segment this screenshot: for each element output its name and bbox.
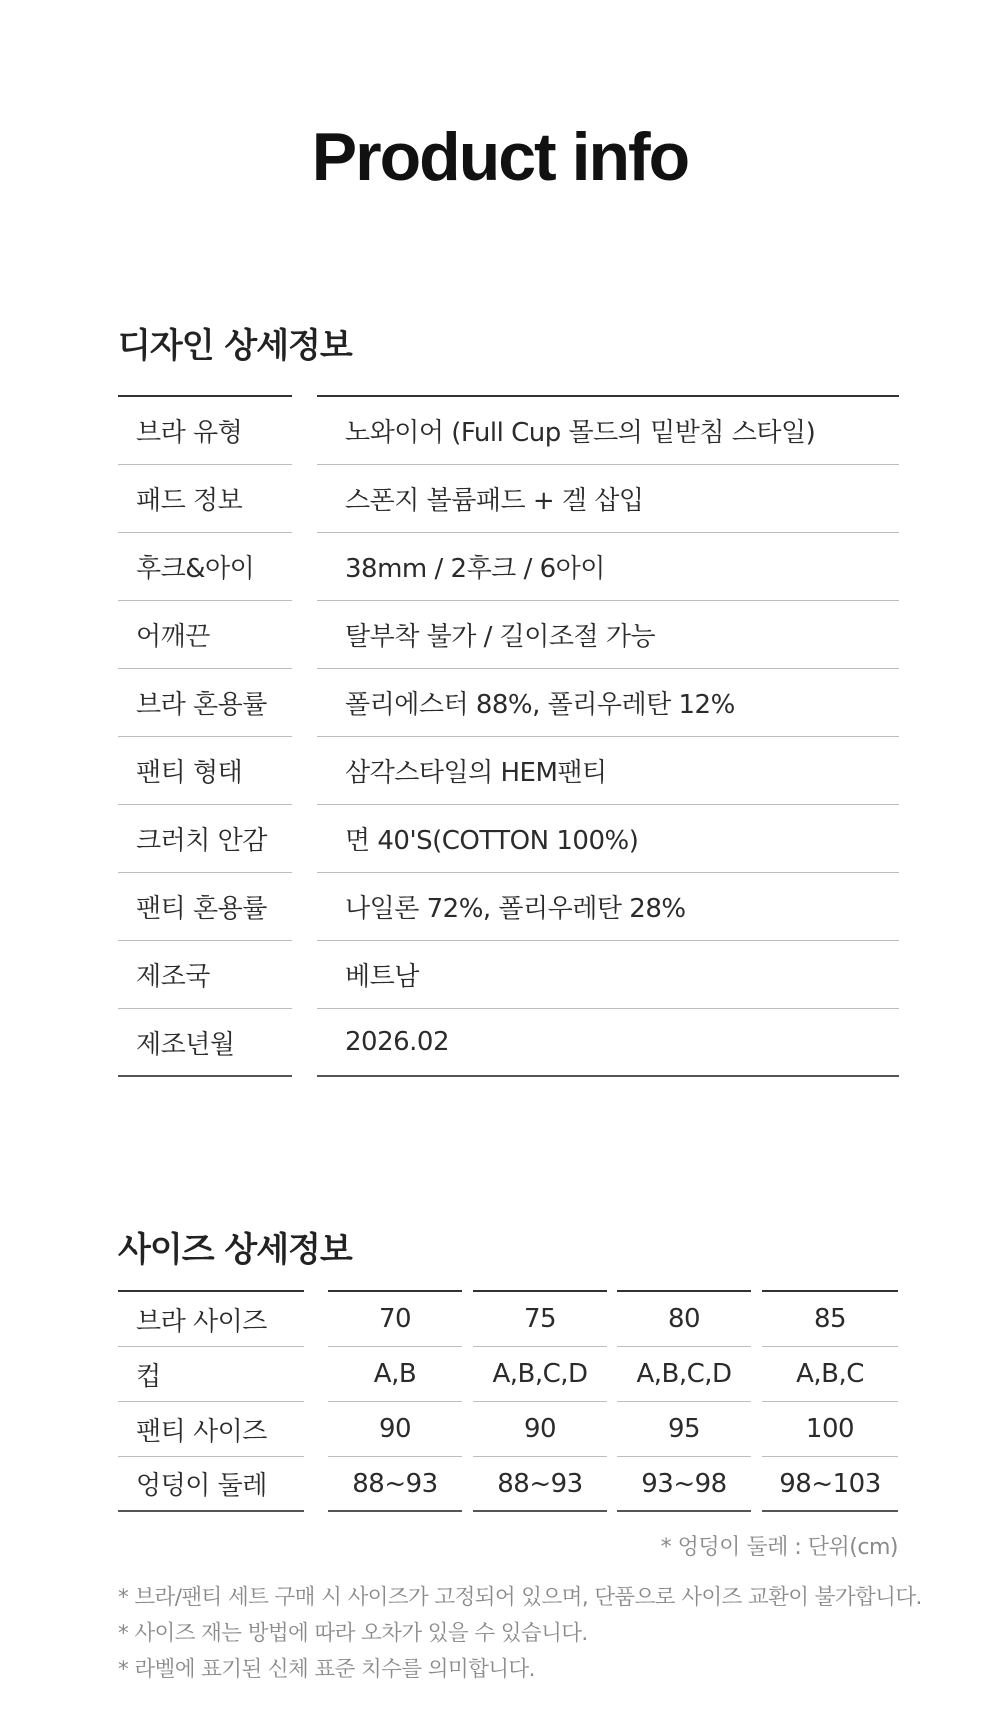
design-label: 크러치 안감 [118,805,292,873]
size-section-heading: 사이즈 상세정보 [118,1230,352,1270]
size-label: 엉덩이 둘레 [118,1457,304,1512]
design-label: 팬티 혼용률 [118,873,292,941]
unit-note: * 엉덩이 둘레 : 단위(cm) [660,1535,898,1560]
design-value: 면 40'S(COTTON 100%) [317,805,899,873]
design-value: 탈부착 불가 / 길이조절 가능 [317,601,899,669]
size-label-column [118,1290,304,1512]
size-label: 컵 [118,1347,304,1402]
size-cell: 90 [328,1402,462,1457]
size-cell: A,B,C [762,1347,898,1402]
design-label: 제조년월 [118,1009,292,1077]
note-item: * 사이즈 재는 방법에 따라 오차가 있을 수 있습니다. [118,1621,588,1646]
note-item: * 라벨에 표기된 신체 표준 치수를 의미합니다. [118,1657,535,1682]
size-cell: 80 [617,1292,751,1347]
size-column-75 [473,1290,607,1512]
size-cell: 100 [762,1402,898,1457]
size-cell: 75 [473,1292,607,1347]
note-item: * 브라/팬티 세트 구매 시 사이즈가 고정되어 있으며, 단품으로 사이즈 교환이 불가합니다. [118,1585,922,1610]
size-column-85 [762,1290,898,1512]
size-cell: 85 [762,1292,898,1347]
size-cell: 95 [617,1402,751,1457]
design-label: 제조국 [118,941,292,1009]
design-value: 2026.02 [317,1009,899,1077]
design-value-column [317,395,899,1077]
size-cell: 98~103 [762,1457,898,1512]
size-cell: A,B [328,1347,462,1402]
size-cell: 93~98 [617,1457,751,1512]
design-value: 노와이어 (Full Cup 몰드의 밑받침 스타일) [317,397,899,465]
design-value: 나일론 72%, 폴리우레탄 28% [317,873,899,941]
design-value: 폴리에스터 88%, 폴리우레탄 12% [317,669,899,737]
design-value: 베트남 [317,941,899,1009]
design-section-heading: 디자인 상세정보 [118,326,352,366]
size-cell: 88~93 [328,1457,462,1512]
size-label: 팬티 사이즈 [118,1402,304,1457]
page-title: Product info [311,119,689,195]
design-label: 어깨끈 [118,601,292,669]
design-value: 스폰지 볼륨패드 + 겔 삽입 [317,465,899,533]
design-value: 삼각스타일의 HEM팬티 [317,737,899,805]
size-cell: 90 [473,1402,607,1457]
size-cell: 70 [328,1292,462,1347]
design-label-column [118,395,292,1077]
size-column-80 [617,1290,751,1512]
design-label: 브라 혼용률 [118,669,292,737]
size-cell: A,B,C,D [617,1347,751,1402]
design-label: 팬티 형태 [118,737,292,805]
design-label: 패드 정보 [118,465,292,533]
size-column-70 [328,1290,462,1512]
size-label: 브라 사이즈 [118,1292,304,1347]
notes-list [118,1580,922,1688]
design-label: 후크&아이 [118,533,292,601]
design-label: 브라 유형 [118,397,292,465]
size-cell: 88~93 [473,1457,607,1512]
size-cell: A,B,C,D [473,1347,607,1402]
design-value: 38mm / 2후크 / 6아이 [317,533,899,601]
